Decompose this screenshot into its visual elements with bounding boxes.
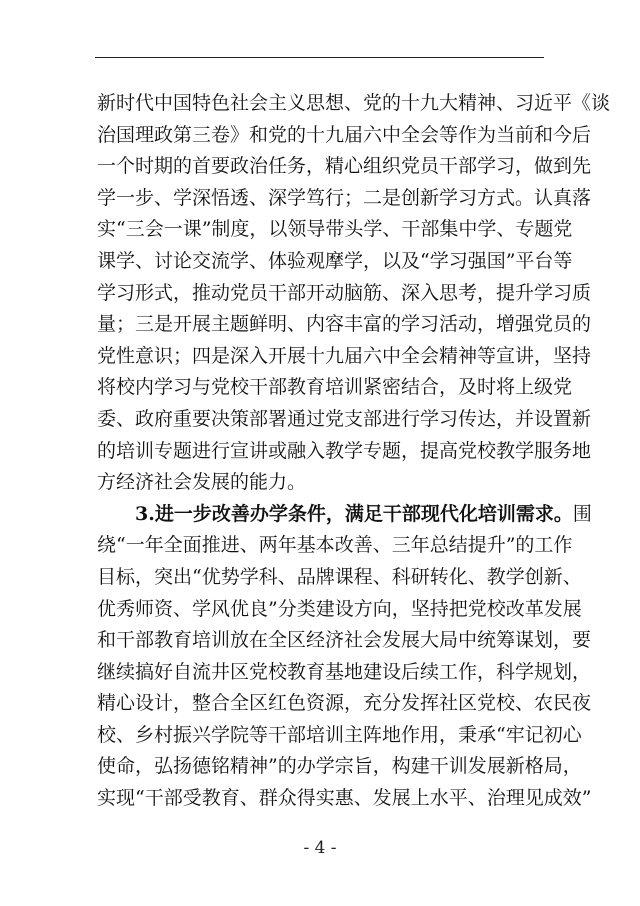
paragraph-line: 精心设计，整合全区红色资源，充分发挥社区党校、农民夜 [97, 692, 592, 715]
paragraph-line: 优秀师资、学风优良”分类建设方向，坚持把党校改革发展 [97, 597, 582, 620]
paragraph-line: 学习形式，推动党员干部开动脑筋、深入思考，提升学习质 [97, 281, 592, 304]
paragraph-line: 实“三会一课”制度，以领导带头学、干部集中学、专题党 [97, 218, 573, 241]
paragraph-line: 一个时期的首要政治任务，精心组织党员干部学习，做到先 [97, 155, 592, 178]
page-number: - 4 - [303, 838, 337, 858]
paragraph-line: 量；三是开展主题鲜明、内容丰富的学习活动，增强党员的 [97, 313, 592, 336]
paragraph-line: 方经济社会发展的能力。 [97, 471, 307, 494]
paragraph-line: 实现“干部受教育、群众得实惠、发展上水平、治理见成效” [97, 787, 592, 810]
section-3-first-line-text: 围 [572, 502, 592, 525]
paragraph-line: 绕“一年全面推进、两年基本改善、三年总结提升”的工作 [97, 534, 573, 557]
header-rule [95, 57, 544, 58]
paragraph-line: 校、乡村振兴学院等干部培训主阵地作用，秉承“牢记初心 [97, 723, 582, 746]
paragraph-line: 治国理政第三卷》和党的十九届六中全会等作为当前和今后 [97, 123, 592, 146]
paragraph-line: 的培训专题进行宣讲或融入教学专题，提高党校教学服务地 [97, 439, 592, 462]
section-3-heading: 3.进一步改善办学条件，满足干部现代化培训需求。 [135, 502, 573, 525]
paragraph-line: 学一步、学深悟透、深学笃行；二是创新学习方式。认真落 [97, 186, 592, 209]
paragraph-line: 将校内学习与党校干部教育培训紧密结合，及时将上级党 [97, 376, 573, 399]
section-3-first-line [97, 499, 592, 531]
paragraph-line: 新时代中国特色社会主义思想、党的十九大精神、习近平《谈 [97, 92, 611, 114]
paragraph-line: 使命，弘扬德铭精神”的办学宗旨，构建干训发展新格局， [97, 755, 582, 778]
paragraph-line: 课学、讨论交流学、体验观摩学，以及“学习强国”平台等 [97, 249, 573, 272]
paragraph-line: 委、政府重要决策部署通过党支部进行学习传达，并设置新 [97, 407, 592, 430]
paragraph-line: 目标，突出“优势学科、品牌课程、科研转化、教学创新、 [97, 565, 582, 588]
paragraph-line: 和干部教育培训放在全区经济社会发展大局中统筹谋划，要 [97, 629, 592, 652]
body-text [97, 88, 611, 815]
paragraph-line: 继续搞好自流井区党校教育基地建设后续工作，科学规划， [97, 660, 592, 683]
paragraph-line: 党性意识；四是深入开展十九届六中全会精神等宣讲，坚持 [97, 344, 592, 367]
